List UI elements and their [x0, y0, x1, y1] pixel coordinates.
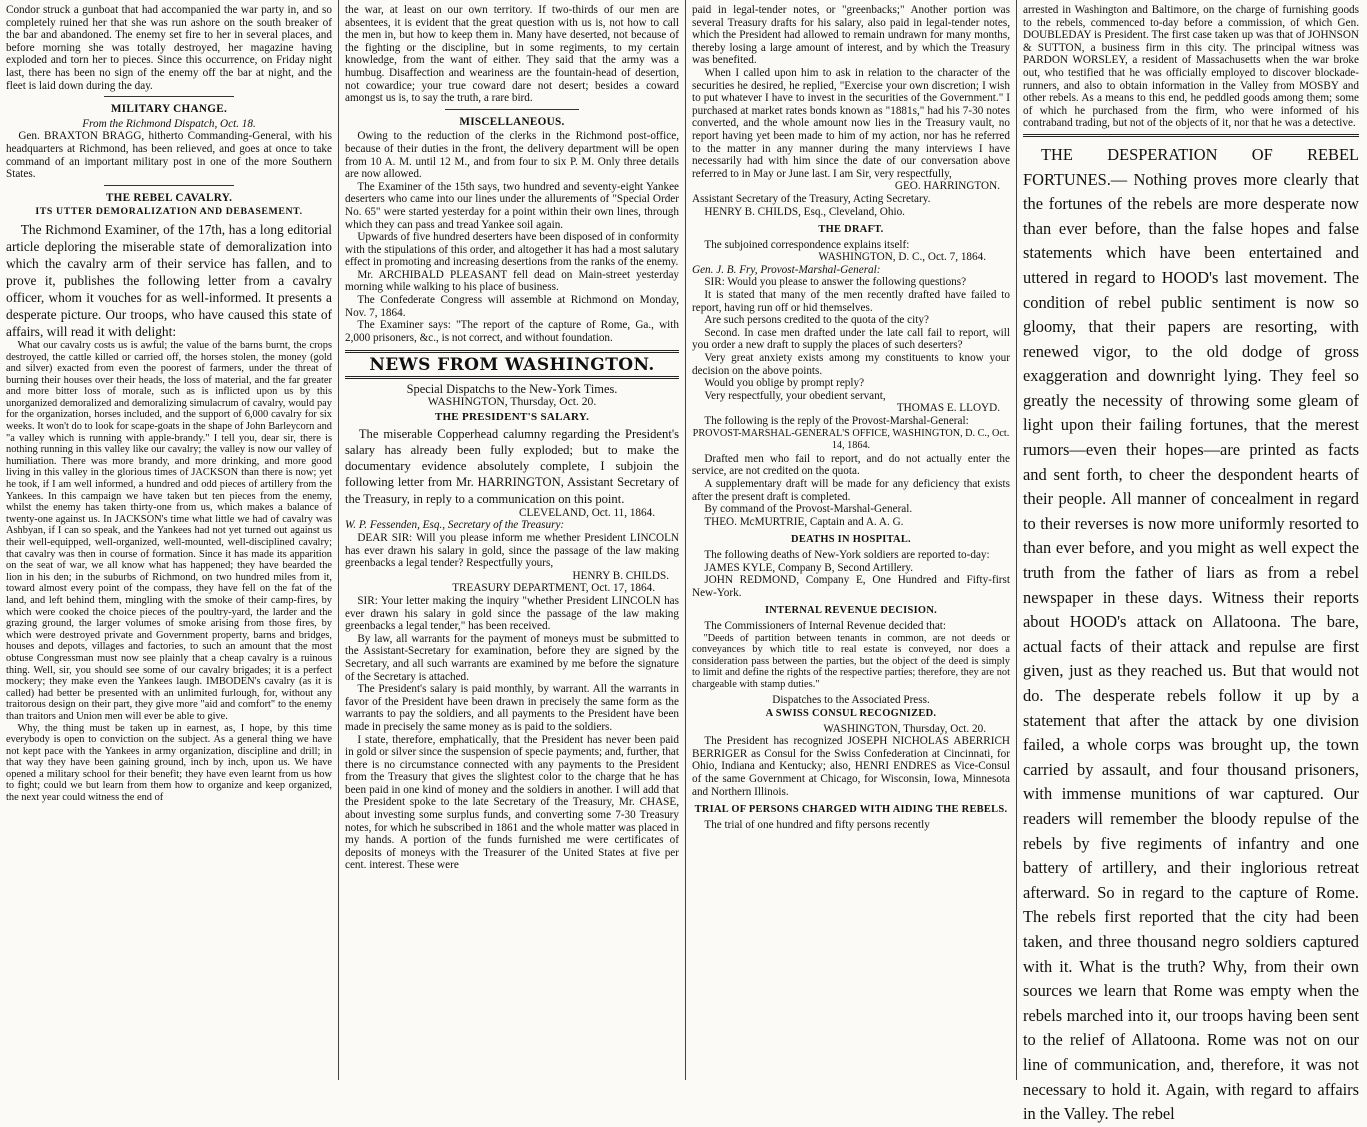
letter-salutation: Gen. J. B. Fry, Provost-Marshal-General:	[692, 263, 881, 276]
divider	[104, 96, 234, 97]
column-4	[1017, 0, 1365, 1124]
headline-trial: TRIAL OF PERSONS CHARGED WITH AIDING THE REBELS.	[694, 804, 1008, 816]
headline-news-from-washington: NEWS FROM WASHINGTON.	[345, 350, 679, 379]
letter-body: It is stated that many of the men recently drafted have failed to report, having run off or hid themselves.	[692, 289, 1010, 314]
article-lead-paragraph: The Richmond Examiner, of the 17th, has a long editorial article deploring the miserable state of demoralization into which the cavalry arm of their service has fallen, and to prove it, publishes the following letter from a cavalry officer, whom it vouches for as well-informed. It presents a desperate picture. Our troops, who have caused this state of affairs, will read it with delight:	[6, 221, 332, 339]
column-2	[339, 0, 685, 1080]
letter-dateline: WASHINGTON, D. C., Oct. 7, 1864.	[818, 251, 986, 264]
headline-internal-revenue-decision: INTERNAL REVENUE DECISION.	[764, 605, 938, 617]
headline-rebel-cavalry: THE REBEL CAVALRY.	[105, 191, 233, 204]
article-continuation: the war, at least on our own territory. If two-thirds of our men are absentees, it is evident that the great question with us is, not how to call the men in, but how to keep them in. Many have deserted, not because of the fighting or the discipline, but in some regiments, to my certain knowledge, from the want of either. They said that the army was a humbug. Disaffection and weariness are the fountain-head of desertion, not cowardice; your true coward dare not desert; besides a coward amongst us is, to say the truth, a rare bird.	[345, 4, 679, 105]
article-paragraph: The President has recognized JOSEPH NICHOLAS ABERRICH BERRIGER as Consul for the Swiss Confederation at Cincinnati, for Ohio, Indiana and Kentucky; also, HENRI ENDRES as Vice-Consul of the same Government at Chicago, for Wisconsin, Iowa, Minnesota and Northern Illinois.	[692, 735, 1010, 798]
letter-body: When I called upon him to ask in relation to the character of the securities he desired, he replied, "Exercise your own discretion; I wish to put whatever I have to invest in the securities of the Government." I purchased at market rates bonds known as "1881s," had his 7-30 notes converted, and the whole amount now lies in the Treasury vault, no report having yet been made to him of my action, nor has he referred to the matter in any manner during the many interviews I have necessarily had with him since the date of our conversation above referred to in May or June last. I am Sir, very respectfully,	[692, 66, 1010, 180]
letter-body: Are such persons credited to the quota of the city?	[704, 314, 929, 327]
article-paragraph: The Commissioners of Internal Revenue decided that:	[704, 619, 947, 632]
letter-signature: THEO. McMURTRIE, Captain and A. A. G.	[704, 515, 904, 528]
letter-addressee: HENRY B. CHILDS, Esq., Cleveland, Ohio.	[704, 205, 905, 218]
letter-body: Second. In case men drafted under the late call fail to report, will you order a new draft to supply the places of such deserters?	[692, 326, 1010, 352]
letter-body: Very great anxiety exists among my constituents to know your decision on the above points.	[692, 352, 1010, 377]
list-item: JOHN REDMOND, Company E, One Hundred and Fifty-first New-York.	[692, 574, 1010, 599]
letter-dateline: CLEVELAND, Oct. 11, 1864.	[519, 506, 655, 519]
article-paragraph: The following deaths of New-York soldiers are reported to-day:	[704, 548, 990, 561]
letter-body: Very respectfully, your obedient servant,	[704, 389, 886, 402]
article-paragraph: Gen. BRAXTON BRAGG, hitherto Commanding-General, with his headquarters at Richmond, has been relieved, and goes at once to take command of an important military post in one of the more Southern States.	[6, 130, 332, 181]
letter-signature: THOMAS E. LLOYD.	[896, 402, 1000, 415]
office-heading: PROVOST-MARSHAL-GENERAL'S OFFICE, WASHINGTON, D. C., Oct. 14, 1864.	[692, 427, 1010, 452]
divider	[445, 109, 579, 110]
letter-body: Drafted men who fail to report, and do not actually enter the service, are not credited on the quota.	[692, 452, 1010, 478]
article-paragraph: The following is the reply of the Provost-Marshal-General:	[704, 415, 969, 427]
dispatch-line: Special Dispatchs to the New-York Times.	[406, 382, 618, 397]
headline-presidents-salary: THE PRESIDENT'S SALARY.	[434, 411, 590, 424]
article-paragraph: Upwards of five hundred deserters have been disposed of in conformity with the stipulations of this order, and altogether it has had a most salutary effect in promoting and increasing desertions from the ranks of the enemy.	[345, 231, 679, 269]
letter-body: SIR: Your letter making the inquiry "whether President LINCOLN has ever drawn his salary in gold since the passage of the law making greenbacks a legal tender," has been received.	[345, 594, 679, 633]
editorial-title: THE DESPERATION OF REBEL FORTUNES.—	[1023, 144, 1359, 189]
dateline: WASHINGTON, Thursday, Oct. 20.	[823, 722, 986, 735]
letter-body: DEAR SIR: Will you please inform me whether President LINCOLN has ever drawn his salary in gold, since the passage of the law making greenbacks a legal tender? Respectfully yours,	[345, 532, 679, 570]
article-continuation: paid in legal-tender notes, or "greenbacks;" Another portion was several Treasury drafts for his salary, also paid in legal-tender notes, which the President had allowed to remain undrawn for many months, thereby losing a large amount of interest, and by which the Treasury was benefited.	[692, 4, 1010, 67]
editorial-paragraph	[1023, 143, 1359, 1127]
divider	[1023, 134, 1359, 137]
letter-paragraph: Why, the thing must be taken up in earnest, as, I hope, by this time everybody is open to conviction on the subject. As a general thing we have not kept pace with the Yankees in army organization, discipline and drill; in that way they have been gaining ground, inch by inch, upon us. We have opened a military school for their benefit; they have even learnt from us how to fight; could we but learn from them how to organize and keep organized, the next year could witness the end of	[6, 722, 332, 804]
article-paragraph: The subjoined correspondence explains itself:	[704, 238, 910, 251]
letter-dateline: TREASURY DEPARTMENT, Oct. 17, 1864.	[452, 582, 655, 595]
signature-title: Assistant Secretary of the Treasury, Acting Secretary.	[692, 192, 931, 205]
subheadline: ITS UTTER DEMORALIZATION AND DEBASEMENT.	[35, 206, 303, 218]
article-paragraph: Owing to the reduction of the clerks in the Richmond post-office, because of their duties in the front, the delivery department will be open from 10 A. M. until 12 M., and from four to six P. M. Only three details are now allowed.	[345, 130, 679, 181]
article-continuation: Condor struck a gunboat that had accompanied the war party in, and so completely ruined her that she was run ashore on the south breaker of the bar and abandoned. The enemy set fire to her in several places, and before morning she was totally destroyed, her magazine having exploded and torn her to pieces. Since this occurrence, on Friday night last, there has been no sign of the enemy off the bar at night, and the fleet is laid down during the day.	[6, 4, 332, 92]
article-paragraph: Mr. ARCHIBALD PLEASANT fell dead on Main-street yesterday morning while walking to his place of business.	[345, 268, 679, 294]
quotation: "Deeds of partition between tenants in common, are not deeds or conveyances by which title to real estate is conveyed, nor does a consideration pass between the parties, but the object of the deed is simply to limit and define the rights of the respective parties; therefore, they are not chargeable with stamp duties."	[692, 632, 1010, 690]
headline-deaths-in-hospital: DEATHS IN HOSPITAL.	[791, 534, 911, 546]
source-line: From the Richmond Dispatch, Oct. 18.	[82, 117, 256, 130]
dateline: WASHINGTON, Thursday, Oct. 20.	[427, 394, 597, 408]
headline-the-draft: THE DRAFT.	[818, 224, 884, 236]
article-paragraph: The Examiner says: "The report of the capture of Rome, Ga., with 2,000 prisoners, &c., is not correct, and without foundation.	[345, 319, 679, 344]
letter-body: A supplementary draft will be made for any deficiency that exists after the present draft is completed.	[692, 477, 1010, 503]
headline-military-change: MILITARY CHANGE.	[110, 103, 228, 116]
dispatch-line: Dispatches to the Associated Press.	[772, 694, 930, 707]
letter-signature: HENRY B. CHILDS.	[572, 569, 669, 582]
article-continuation: arrested in Washington and Baltimore, on the charge of furnishing goods to the rebels, commenced to-day before a commission, of which Gen. DOUBLEDAY is President. The first case taken up was that of JOHNSON & SUTTON, a business firm in this city. The principal witness was PARDON WORSLEY, a resident of Massachusetts when the war broke out, who testified that he was officially employed to discover blockade-runners, and also to obtain information in the Valley from MOSBY and other rebels. As a means to this end, he peddled goods among them; some of which he purchased from the firm, who were informed of his contraband trading, but not of the objects of it, nor that he was a detective.	[1023, 4, 1359, 130]
headline-swiss-consul: A SWISS CONSUL RECOGNIZED.	[765, 708, 937, 720]
article-paragraph: The Confederate Congress will assemble at Richmond on Monday, Nov. 7, 1864.	[345, 294, 679, 319]
list-item: JAMES KYLE, Company B, Second Artillery.	[704, 561, 914, 574]
letter-body: The President's salary is paid monthly, by warrant. All the warrants in favor of the President have been drawn in precisely the same form as the warrants to pay the soldiers, and all payments to the President have been made in precisely the same money as is paid to the soldiers.	[345, 683, 679, 733]
letter-body: By command of the Provost-Marshal-General.	[704, 503, 913, 516]
letter-body: I state, therefore, emphatically, that the President has never been paid in gold or silver since the suspension of specie payments; and, further, that there is no circumstance connected with any payments to the President from the Treasury that gives the slightest color to the charge that he has been paid in one kind of money and the soldiers in another. I will add that the President spoke to the late Secretary of the Treasury, Mr. CHASE, about investing some surplus funds, and converting some 7-30 Treasury notes, for which he subscribed in 1861 and the whole matter was placed in my hands. A portion of the funds furnished me were certificates of deposits of moneys with the Treasurer of the United States at five per cent. interest. These were	[345, 733, 679, 872]
letter-body: SIR: Would you please to answer the following questions?	[704, 276, 967, 289]
column-3	[686, 0, 1016, 1080]
letter-paragraph: What our cavalry costs us is awful; the value of the barns burnt, the crops destroyed, the cattle killed or carried off, the horses stolen, the money (gold and silver) exacted from even the poorest of farmers, under the threat of burning their houses over their heads, the loss of material, and the far greater and more bitter loss of morale, such as is inflicted upon us by this unorganized demoralized and demoralizing simulacrum of cavalry, would pay for the organization, horses included, and the support of 6,000 cavalry for six weeks. It won't do to look for scape-goats in the shape of John Barleycorn and "a valley which is running with apple-brandy." I tell you, dear sir, there is nothing running in this valley like our cavalry; the valley is now our valley of humiliation. There was more brandy, and more drinking, and more good living in this valley in the glorious times of JACKSON than there is now; yet he took, if I am well informed, a hundred and odd pieces of artillery from the Yankees. In this campaign we have taken but ten pieces from the enemy, whilst the enemy has taken thirty-one from us, which makes a balance of twenty-one against us. In JACKSON's time what little we had of cavalry was Ashbyan, if I can so speak, and the Yankees had not yet turned out against us their well-equipped, well-organized, well-mounted, well-disciplined cavalry; that cavalry was then in course of formation. Since it has made its apparition on the seat of war, we all know what has happened; they have bearded the lion in his den; in the suburbs of Richmond, on two hundred miles from it, toward almost every point of the compass, they have fell on the fat of the land, and left behind them, mingling with the smoke of their camp-fires, by which were cooked the choice pieces of the poultry-yard, the larder and the grazing ground, the larger volumes of smoke arising from those fires, by which were destroyed private and Government property, barns and bridges, houses and depots, villages and factories, to such an amount that the most obtuse Congressman must now see plainly that a cheap cavalry is a ruinous thing. Well, sir, you should see some of our cavalry brigades; it is a perfect mockery; they make even the Yankees laugh. IMBODEN's cavalry (as it is called) had better be presented with an unlimited furlough, for, without any traitorous design on their part, they give more "aid and comfort" to the enemy than traitors and Union men will ever be able to give.	[6, 339, 332, 722]
article-paragraph: The Examiner of the 15th says, two hundred and seventy-eight Yankee deserters who came into our lines under the allurements of "Special Order No. 65" were started yesterday for a point within their own lines, through which they can pass and tread Yankee soil again.	[345, 180, 679, 231]
headline-miscellaneous: MISCELLANEOUS.	[459, 115, 565, 128]
letter-body: Would you oblige by prompt reply?	[704, 377, 865, 390]
article-paragraph: The trial of one hundred and fifty persons recently	[704, 818, 930, 831]
editorial-body: Nothing proves more clearly that the fortunes of the rebels are more desperate now than ever before, than the false hopes and false statements which have been entertained and uttered in regard to HOOD's last movement. The condition of rebel public sentiment is now so gloomy, that their papers are resorting, with renewed vigor, to the old dodge of gross exaggeration and downright lying. They feel so greatly the necessity of throwing some gleam of light upon their failing fortunes, that the merest rumors—even their hopes—are printed as facts and sent forth, to cheer the despondent hearts of their people. All manner of concealment in regard to their reverses is now more uniformly resorted to than ever before, and you might as well expect the truth from the father of liars as from a rebel newspaper in these days. Witness their reports about HOOD's attack on Allatoona. The bare, actual facts of their attack and repulse are first given, just as they reached us. But that would not do. The desperate rebels follow it up by a statement that after the attack by one division failed, a whole corps was brought up, the town carried by assault, and four thousand prisoners, with immense munitions of war captured. Our readers will remember the bloody repulse of the rebels by five regiments of infantry and one battery of artillery, and their inglorious retreat afterward. So in regard to the capture of Rome. The rebels first reported that the city had been taken, and three thousand negro soldiers captured with it. What is the truth? Why, from their own sources we learn that Rome was empty when the rebels marched into it, our troops having been sent to the relief of Allatoona. Rome was not on our line of communication, and, therefore, it was not necessary to hold it. Again, with regard to affairs in the Valley. The rebel	[1023, 169, 1359, 1124]
divider	[104, 185, 234, 186]
letter-body: By law, all warrants for the payment of moneys must be submitted to the Assistant-Secretary for examination, before they are signed by the Secretary, and all such warrants are examined by me before the signature of the Secretary is attached.	[345, 632, 679, 683]
column-1	[0, 0, 338, 1080]
article-paragraph: The miserable Copperhead calumny regarding the President's salary has already been fully exploded; but to make the documentary evidence absolutely complete, I subjoin the following letter from Mr. HARRINGTON, Assistant Secretary of the Treasury, in reply to a communication on this point.	[345, 426, 679, 506]
letter-salutation: W. P. Fessenden, Esq., Secretary of the Treasury:	[345, 519, 565, 532]
letter-signature: GEO. HARRINGTON.	[894, 180, 1000, 193]
